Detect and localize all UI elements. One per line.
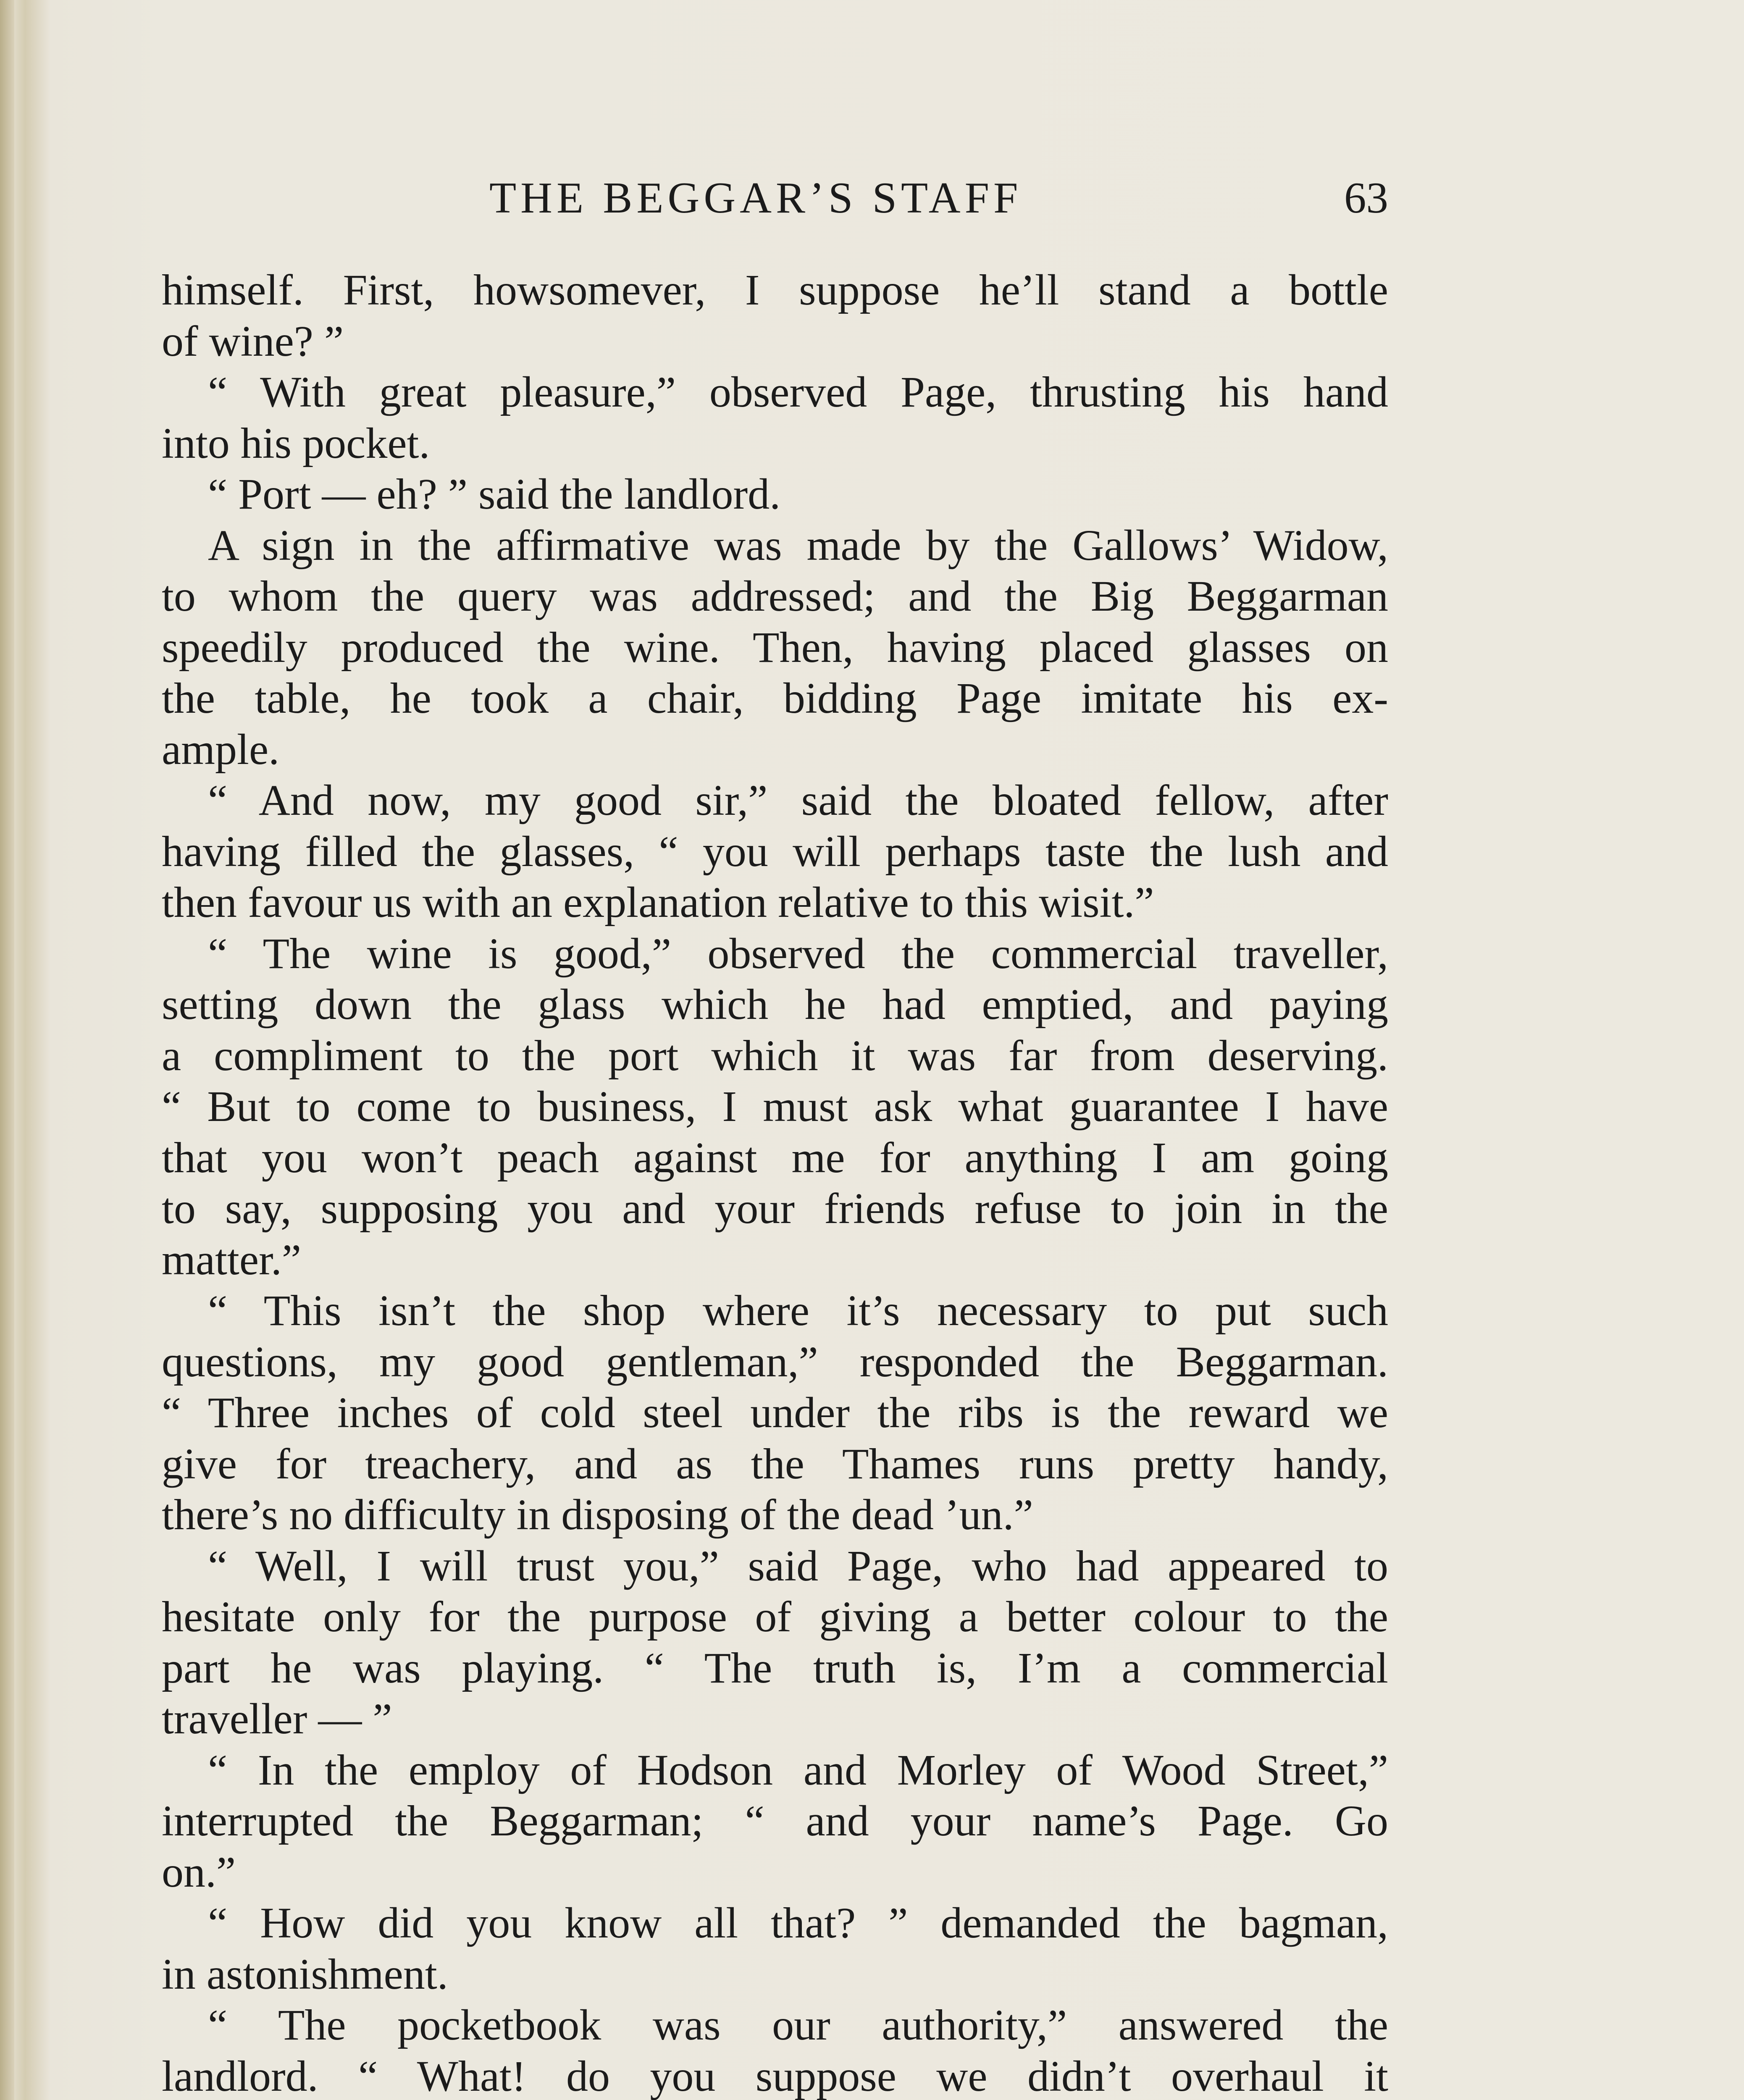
text-line: speedily produced the wine. Then, having placed glasses on <box>162 623 1388 672</box>
text-line: of wine? ” <box>162 317 344 365</box>
text-line: give for treachery, and as the Thames runs pretty handy, <box>162 1439 1388 1488</box>
page-number: 63 <box>1344 173 1388 222</box>
text-line: in astonishment. <box>162 1950 448 1998</box>
text-line: “ The wine is good,” observed the commercial traveller, <box>208 929 1388 978</box>
text-line: that you won’t peach against me for anything I am going <box>162 1133 1388 1182</box>
text-line: “ In the employ of Hodson and Morley of Wood Street,” <box>208 1746 1388 1794</box>
text-line: “ With great pleasure,” observed Page, thrusting his hand <box>208 368 1388 416</box>
text-line: interrupted the Beggarman; “ and your name’s Page. Go <box>162 1797 1388 1845</box>
text-line: there’s no difficulty in disposing of the dead ’un.” <box>162 1491 1033 1539</box>
book-spine-edge <box>0 0 14 2100</box>
text-line: ample. <box>162 725 280 774</box>
text-line: “ But to come to business, I must ask what guarantee I have <box>162 1082 1388 1131</box>
text-line: the table, he took a chair, bidding Page imitate his ex- <box>162 674 1388 722</box>
text-line: into his pocket. <box>162 419 430 467</box>
text-line: matter.” <box>162 1235 302 1284</box>
text-line: having filled the glasses, “ you will perhaps taste the lush and <box>162 827 1388 876</box>
text-line: “ And now, my good sir,” said the bloated fellow, after <box>208 776 1388 824</box>
text-line: a compliment to the port which it was far from deserving. <box>162 1031 1388 1080</box>
text-line: “ How did you know all that? ” demanded the bagman, <box>208 1899 1388 1947</box>
text-line: landlord. “ What! do you suppose we didn’t overhaul it <box>162 2052 1388 2100</box>
text-line: “ Port — eh? ” said the landlord. <box>208 470 781 518</box>
text-line: “ This isn’t the shop where it’s necessary to put such <box>208 1286 1388 1335</box>
text-line: setting down the glass which he had emptied, and paying <box>162 980 1388 1029</box>
body-text <box>162 265 1388 2100</box>
text-line: hesitate only for the purpose of giving a better colour to the <box>162 1593 1388 1641</box>
text-line: A sign in the affirmative was made by the Gallows’ Widow, <box>208 521 1388 570</box>
text-line: questions, my good gentleman,” responded the Beggarman. <box>162 1337 1388 1386</box>
text-line: on.” <box>162 1848 236 1896</box>
page-header <box>162 164 1388 239</box>
text-line: then favour us with an explanation relative to this wisit.” <box>162 878 1154 927</box>
text-line: “ The pocketbook was our authority,” answered the <box>208 2001 1388 2049</box>
text-line: “ Well, I will trust you,” said Page, who had appeared to <box>208 1541 1388 1590</box>
text-line: himself. First, howsomever, I suppose he’ll stand a bottle <box>162 266 1388 314</box>
text-line: part he was playing. “ The truth is, I’m a commercial <box>162 1643 1388 1692</box>
running-head: THE BEGGAR’S STAFF <box>489 173 1022 222</box>
text-line: traveller — ” <box>162 1695 392 1743</box>
text-line: “ Three inches of cold steel under the ribs is the reward we <box>162 1389 1388 1437</box>
text-line: to say, supposing you and your friends refuse to join in the <box>162 1184 1388 1233</box>
text-line: to whom the query was addressed; and the Big Beggarman <box>162 572 1388 620</box>
